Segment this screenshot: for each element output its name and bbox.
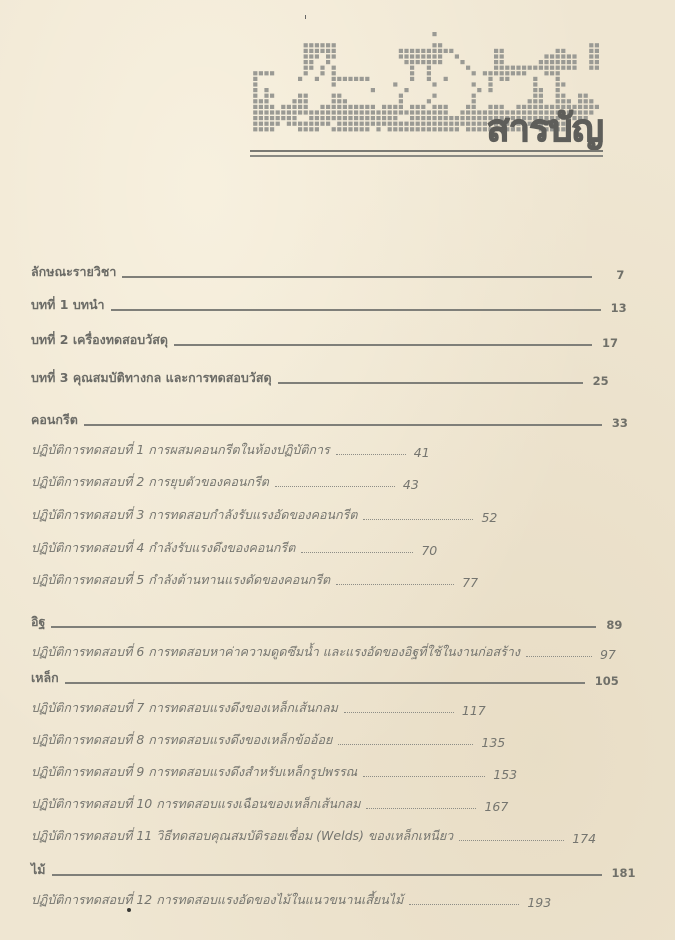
toc-entry xyxy=(31,698,486,718)
leader-line xyxy=(84,424,602,426)
leader-line xyxy=(65,682,585,684)
dotted-leader xyxy=(363,776,485,777)
toc-entry-label: ปฏิบัติการทดสอบที่ 1 การผสมคอนกรีตในห้องปฏิบัติการ xyxy=(31,442,330,457)
toc-entry-page: 153 xyxy=(493,767,518,782)
toc-entry-page: 52 xyxy=(481,510,498,525)
toc-entry-page: 25 xyxy=(592,374,609,388)
toc-header xyxy=(250,18,603,158)
dotted-leader xyxy=(409,904,519,905)
toc-entry-page: 7 xyxy=(616,268,625,282)
toc-entry-page: 77 xyxy=(462,575,479,590)
dotted-leader xyxy=(363,519,473,520)
toc-entry-label: ปฏิบัติการทดสอบที่ 3 การทดสอบกำลังรับแรงอัดของคอนกรีต xyxy=(31,507,358,522)
leader-line xyxy=(174,344,592,346)
toc-entry-page: 70 xyxy=(421,543,438,558)
toc-entry xyxy=(31,730,505,750)
toc-entry-label: บทที่ 3 คุณสมบัติทางกล และการทดสอบวัสดุ xyxy=(31,370,272,385)
dotted-leader xyxy=(526,656,592,657)
toc-entry xyxy=(31,612,622,632)
toc-entry-page: 117 xyxy=(461,703,486,718)
leader-line xyxy=(122,276,592,278)
toc-entry-label: บทที่ 1 บทนำ xyxy=(31,297,105,312)
toc-entry xyxy=(31,762,517,782)
toc-entry-label: ปฏิบัติการทดสอบที่ 2 การยุบตัวของคอนกรีต xyxy=(31,474,269,489)
toc-entry xyxy=(31,505,497,525)
dotted-leader xyxy=(301,552,413,553)
toc-entry-label: ไม้ xyxy=(31,862,46,877)
toc-entry-label: ปฏิบัติการทดสอบที่ 7 การทดสอบแรงดึงของเหล็กเส้นกลม xyxy=(31,700,338,715)
toc-entry-page: 167 xyxy=(484,799,509,814)
header-rule-bottom xyxy=(250,155,603,157)
ink-speck xyxy=(127,908,131,912)
toc-entry-label: บทที่ 2 เครื่องทดสอบวัสดุ xyxy=(31,332,168,347)
toc-entry-page: 193 xyxy=(527,895,552,910)
toc-entry-page: 89 xyxy=(606,618,623,632)
toc-entry xyxy=(31,440,430,460)
header-rule-top xyxy=(250,150,603,152)
toc-entry-page: 17 xyxy=(601,336,618,350)
toc-entry xyxy=(31,472,419,492)
toc-entry xyxy=(31,262,624,282)
toc-entry-page: 105 xyxy=(594,674,619,688)
toc-entry-page: 43 xyxy=(402,477,419,492)
leader-line xyxy=(278,382,583,384)
toc-entry-label: ปฏิบัติการทดสอบที่ 8 การทดสอบแรงดึงของเหล็กข้ออ้อย xyxy=(31,732,333,747)
dotted-leader xyxy=(366,808,476,809)
dotted-leader xyxy=(459,840,564,841)
toc-entry xyxy=(31,642,616,662)
toc-entry-label: ปฏิบัติการทดสอบที่ 4 กำลังรับแรงดึงของคอนกรีต xyxy=(31,540,296,555)
toc-entry-label: ปฏิบัติการทดสอบที่ 10 การทดสอบแรงเฉือนของเหล็กเส้นกลม xyxy=(31,796,361,811)
page-title: สารบัญ xyxy=(486,106,603,150)
toc-entry xyxy=(31,890,551,910)
toc-entry xyxy=(31,794,508,814)
dotted-leader xyxy=(338,744,473,745)
toc-entry-label: ปฏิบัติการทดสอบที่ 6 การทดสอบหาค่าความดูดซึมน้ำ และแรงอัดของอิฐที่ใช้ในงานก่อสร้าง xyxy=(31,644,520,659)
toc-entry-label: อิฐ xyxy=(31,614,46,629)
toc-entry xyxy=(31,368,609,388)
toc-entry-page: 135 xyxy=(481,735,506,750)
toc-entry-page: 97 xyxy=(599,647,616,662)
toc-entry xyxy=(31,538,437,558)
toc-entry-label: ปฏิบัติการทดสอบที่ 11 วิธีทดสอบคุณสมบัติรอยเชื่อม (Welds) ของเหล็กเหนียว xyxy=(31,828,454,843)
leader-line xyxy=(51,626,596,628)
toc-entry xyxy=(31,826,596,846)
toc-entry-label: ลักษณะรายวิชา xyxy=(31,264,117,279)
dotted-leader xyxy=(275,486,395,487)
toc-entry-label: ปฏิบัติการทดสอบที่ 9 การทดสอบแรงดึงสำหรับเหล็กรูปพรรณ xyxy=(31,764,358,779)
toc-entry-page: 174 xyxy=(572,831,597,846)
dotted-leader xyxy=(344,712,454,713)
toc-entry-page: 33 xyxy=(611,416,628,430)
toc-entry-label: เหล็ก xyxy=(31,670,59,685)
leader-line xyxy=(52,874,602,876)
toc-entry xyxy=(31,295,627,315)
toc-entry-label: คอนกรีต xyxy=(31,412,78,427)
leader-line xyxy=(111,309,601,311)
dotted-leader xyxy=(336,454,406,455)
toc-entry xyxy=(31,410,628,430)
toc-entry-label: ปฏิบัติการทดสอบที่ 12 การทดสอบแรงอัดของไม้ในแนวขนานเสี้ยนไม้ xyxy=(31,892,404,907)
toc-entry xyxy=(31,330,618,350)
dotted-leader xyxy=(336,584,454,585)
toc-entry xyxy=(31,860,636,880)
toc-entry xyxy=(31,570,478,590)
toc-entry-page: 13 xyxy=(610,301,627,315)
toc-entry-page: 41 xyxy=(413,445,430,460)
toc-entry-label: ปฏิบัติการทดสอบที่ 5 กำลังต้านทานแรงดัดของคอนกรีต xyxy=(31,572,331,587)
toc-entry xyxy=(31,668,619,688)
toc-entry-page: 181 xyxy=(611,866,636,880)
